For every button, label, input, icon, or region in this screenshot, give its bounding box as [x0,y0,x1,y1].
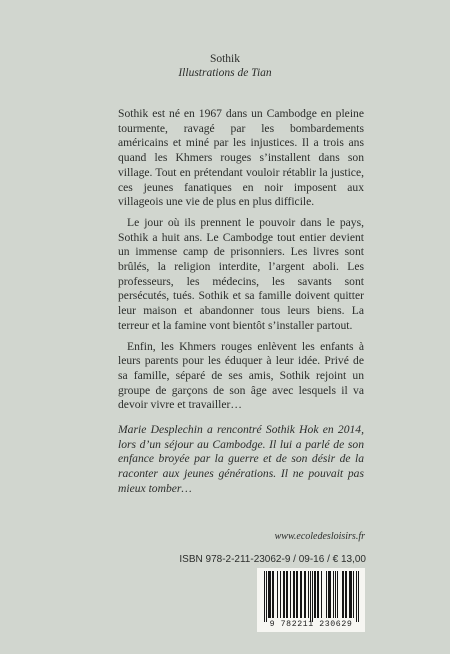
barcode-bar [286,571,287,618]
publisher-website[interactable]: www.ecoledesloisirs.fr [274,531,365,542]
barcode-bar [358,571,359,622]
barcode-bar [283,571,284,618]
barcode-bar [296,571,297,618]
barcode-bar [269,571,270,618]
barcode-bar [337,571,338,618]
barcode-digits: 9 782211 230629 [269,620,353,629]
barcode-bar [315,571,316,618]
barcode-bar [356,571,357,622]
barcode-bar [297,571,298,618]
illustrator-credit: Illustrations de Tian [178,67,272,79]
barcode-bar [273,571,274,618]
blurb-paragraph-2: Le jour où ils prennent le pouvoir dans le pays, Sothik a huit ans. Le Cambodge tout entier devient un immense camp de prisonniers. Les livres sont brûlés, la religion interdite, l’argent aboli. Les professeurs, les médecins, les savants sont persécutés, tués. Sothik et sa famille doivent quitter leur maison et abandonner tous leurs biens. La terreur et la famine vont bientôt s’installer partout. [118,215,364,332]
barcode-bar [272,571,273,618]
barcode-bar [277,571,278,618]
barcode [257,568,365,632]
author-name: Sothik [209,53,241,65]
barcode-bar [312,571,313,622]
barcode-bar [284,571,285,618]
barcode-bar [305,571,306,618]
barcode-bar [346,571,347,618]
barcode-bar [310,571,311,622]
barcode-bar [328,571,329,618]
author-note: Marie Desplechin a rencontré Sothik Hok en 2014, lors d’un séjour au Cambodge. Il lui a parlé de son enfance broyée par la guerre et de son désir de la raconter aux jeunes générations. Il ne pouvait pas mieux tomber… [118,423,364,495]
blurb-paragraph-3: Enfin, les Khmers rouges enlèvent les enfants à leurs parents pour les éduquer à leur idée. Privé de sa famille, séparé de ses amis, Sothik rejoint un groupe de garçons de son âge avec lesquels il va devoir vivre et travailler… [118,339,364,412]
barcode-bar [293,571,294,618]
blurb-paragraph-1: Sothik est né en 1967 dans un Cambodge en pleine tourmente, ravagé par les bombardements américains et miné par les injustices. Il a trois ans quand les Khmers rouges s’installent dans son village. Tout en prétendant vouloir rétablir la justice, ces jeunes fanatiques en noir imposent aux villageois une vie de plus en plus difficile. [118,107,364,209]
barcode-bar [301,571,302,618]
barcode-bar [343,571,344,618]
barcode-bar [317,571,318,618]
barcode-bar [270,571,271,618]
barcode-bar [280,571,281,618]
barcode-bar [353,571,354,618]
barcode-bar [345,571,346,618]
barcode-bar [349,571,350,618]
barcode-bar [268,571,269,618]
barcode-bar [330,571,331,618]
barcode-bars [257,568,365,622]
barcode-bar [308,571,309,618]
barcode-bar [329,571,330,618]
barcode-bar [287,571,288,618]
barcode-bar [335,571,336,618]
barcode-bar [321,571,322,618]
barcode-bar [264,571,265,622]
barcode-bar [342,571,343,618]
barcode-bar [326,571,327,618]
barcode-bar [266,571,267,622]
barcode-bar [350,571,351,618]
barcode-bar [294,571,295,618]
barcode-bar [314,571,315,618]
barcode-bar [304,571,305,618]
blurb [118,107,364,503]
barcode-bar [290,571,291,618]
isbn-price-line: ISBN 978-2-211-23062-9 / 09-16 / € 13,00 [179,554,366,565]
barcode-bar [300,571,301,618]
barcode-bar [333,571,334,618]
barcode-bar [351,571,352,618]
barcode-bar [318,571,319,618]
